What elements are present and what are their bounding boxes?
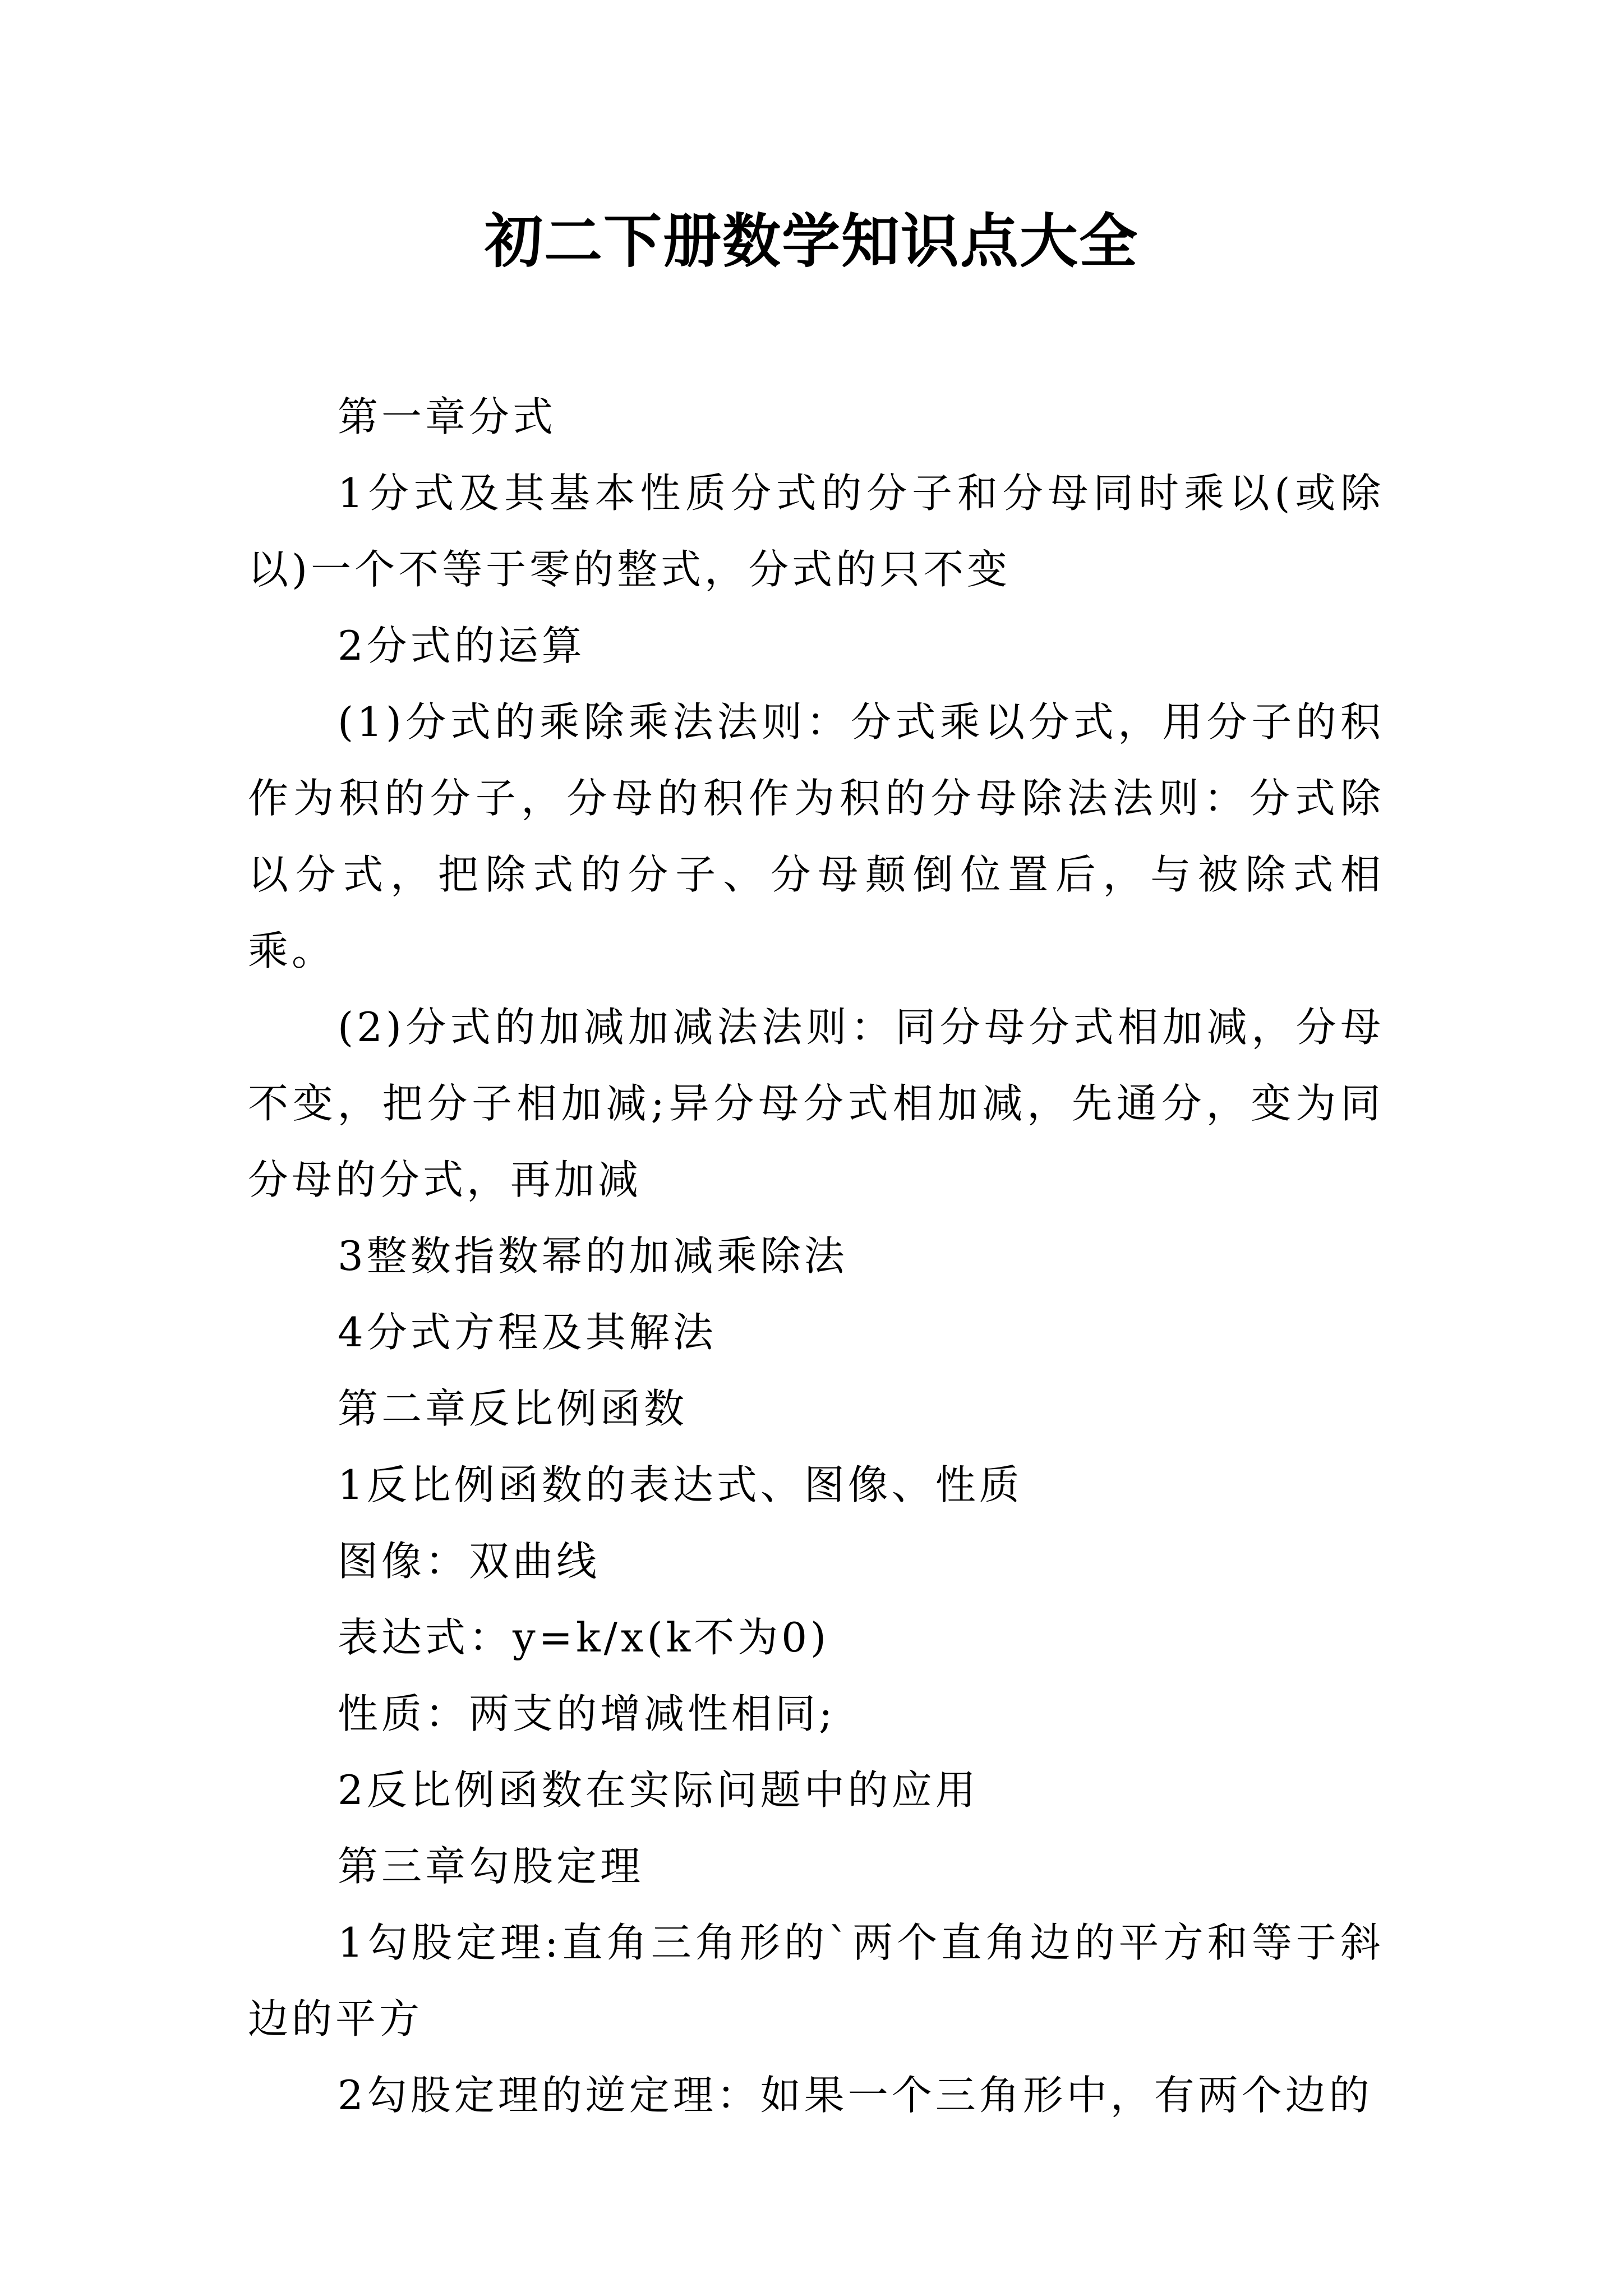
- paragraph-fraction-addition-subtraction: (2)分式的加减加减法法则：同分母分式相加减，分母不变，把分子相加减;异分母分式相加减，先通分，变为同分母的分式，再加减: [248, 1004, 1384, 1203]
- paragraph-pythagorean-theorem: 1勾股定理:直角三角形的`两个直角边的平方和等于斜边的平方: [248, 1919, 1384, 2042]
- paragraph-inverse-function-graph: 图像：双曲线: [338, 1538, 601, 1585]
- paragraph-chapter-1-heading: 第一章分式: [338, 393, 557, 440]
- paragraph-inverse-function-expression: 表达式：y=k/x(k不为0): [338, 1614, 830, 1661]
- paragraph-chapter-3-heading: 第三章勾股定理: [338, 1843, 644, 1890]
- paragraph-pythagorean-converse: 2勾股定理的逆定理：如果一个三角形中，有两个边的: [338, 2072, 1373, 2119]
- paragraph-inverse-function-properties: 性质：两支的增减性相同;: [338, 1690, 836, 1737]
- paragraph-fraction-equations: 4分式方程及其解法: [338, 1309, 717, 1356]
- paragraph-integer-exponents: 3整数指数幂的加减乘除法: [338, 1232, 848, 1280]
- page-title: 初二下册数学知识点大全: [484, 206, 1138, 275]
- document-body: [248, 379, 1384, 2133]
- paragraph-inverse-function-applications: 2反比例函数在实际问题中的应用: [338, 1766, 979, 1814]
- paragraph-chapter-2-heading: 第二章反比例函数: [338, 1385, 688, 1432]
- paragraph-inverse-function-overview: 1反比例函数的表达式、图像、性质: [338, 1461, 1023, 1508]
- paragraph-fraction-operations: 2分式的运算: [338, 622, 585, 669]
- paragraph-fraction-multiplication-division: (1)分式的乘除乘法法则：分式乘以分式，用分子的积作为积的分子，分母的积作为积的分母除法法则：分式除以分式，把除式的分子、分母颠倒位置后，与被除式相乘。: [248, 698, 1384, 974]
- paragraph-fraction-basic-properties: 1分式及其基本性质分式的分子和分母同时乘以(或除以)一个不等于零的整式，分式的只不变: [248, 470, 1384, 593]
